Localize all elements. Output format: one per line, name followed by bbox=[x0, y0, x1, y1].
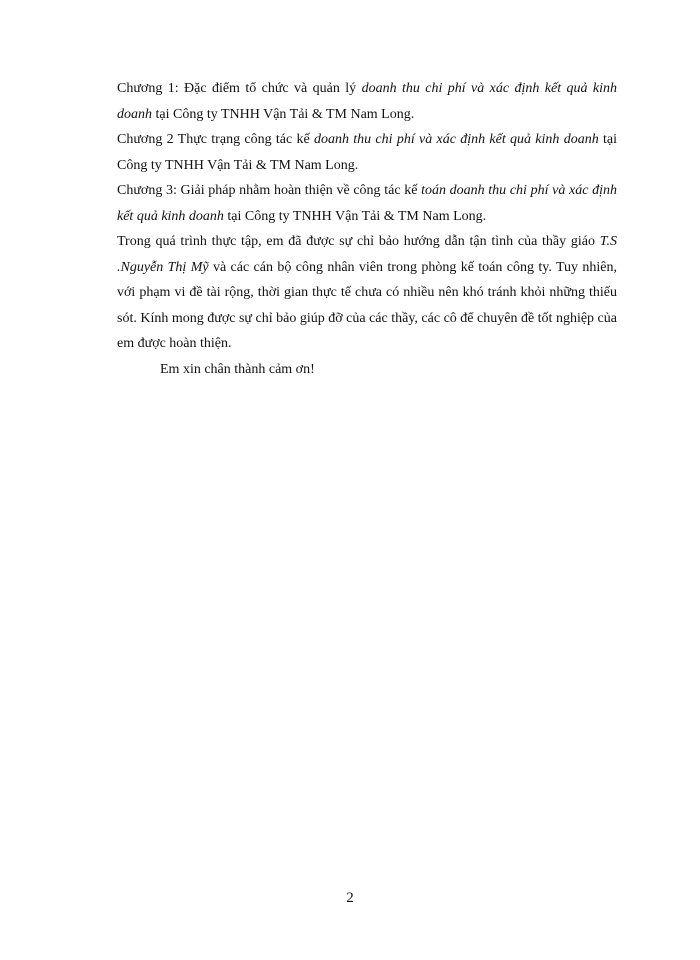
chapter-1-lead: Chương 1: Đặc điểm tổ chức và quản lý bbox=[117, 81, 362, 96]
page-body bbox=[117, 76, 617, 382]
acknowledgement-lead: Trong quá trình thực tập, em đã được sự chỉ bảo hướng dẫn tận tình của thầy giáo bbox=[117, 234, 600, 249]
chapter-3-topic: toán doanh thu chi phí và xác định kết quả kinh doanh bbox=[117, 183, 617, 224]
page-number: 2 bbox=[346, 890, 354, 906]
chapter-3-paragraph bbox=[117, 178, 617, 229]
chapter-1-paragraph bbox=[117, 76, 617, 127]
chapter-1-tail: tại Công ty TNHH Vận Tải & TM Nam Long. bbox=[152, 106, 415, 122]
chapter-2-topic: doanh thu chi phí và xác định kết quả kinh doanh bbox=[313, 132, 599, 147]
chapter-2-lead: Chương 2 Thực trạng công tác kế bbox=[117, 132, 314, 147]
chapter-3-tail: tại Công ty TNHH Vận Tải & TM Nam Long. bbox=[223, 208, 487, 224]
chapter-2-paragraph bbox=[117, 127, 617, 178]
supervisor-name: T.S .Nguyễn Thị Mỹ bbox=[117, 234, 617, 275]
acknowledgement-tail: và các cán bộ công nhân viên trong phòng kế toán công ty. Tuy nhiên, với phạm vi đề tài rộng, thời gian thực tế chưa có nhiều nên khó tránh khỏi những thiếu sót. Kính mong được sự chỉ bảo giúp đỡ của các thầy, các cô để chuyên đề tốt nghiệp của em được hoàn thiện. bbox=[117, 259, 617, 351]
acknowledgement-paragraph bbox=[117, 229, 617, 357]
closing-line: Em xin chân thành cảm ơn! bbox=[160, 361, 315, 377]
chapter-3-lead: Chương 3: Giải pháp nhằm hoàn thiện về công tác kế bbox=[117, 183, 422, 198]
chapter-2-tail: tại Công ty TNHH Vận Tải & TM Nam Long. bbox=[117, 132, 617, 173]
chapter-1-topic: doanh thu chi phí và xác định kết quả kinh doanh bbox=[117, 81, 617, 122]
